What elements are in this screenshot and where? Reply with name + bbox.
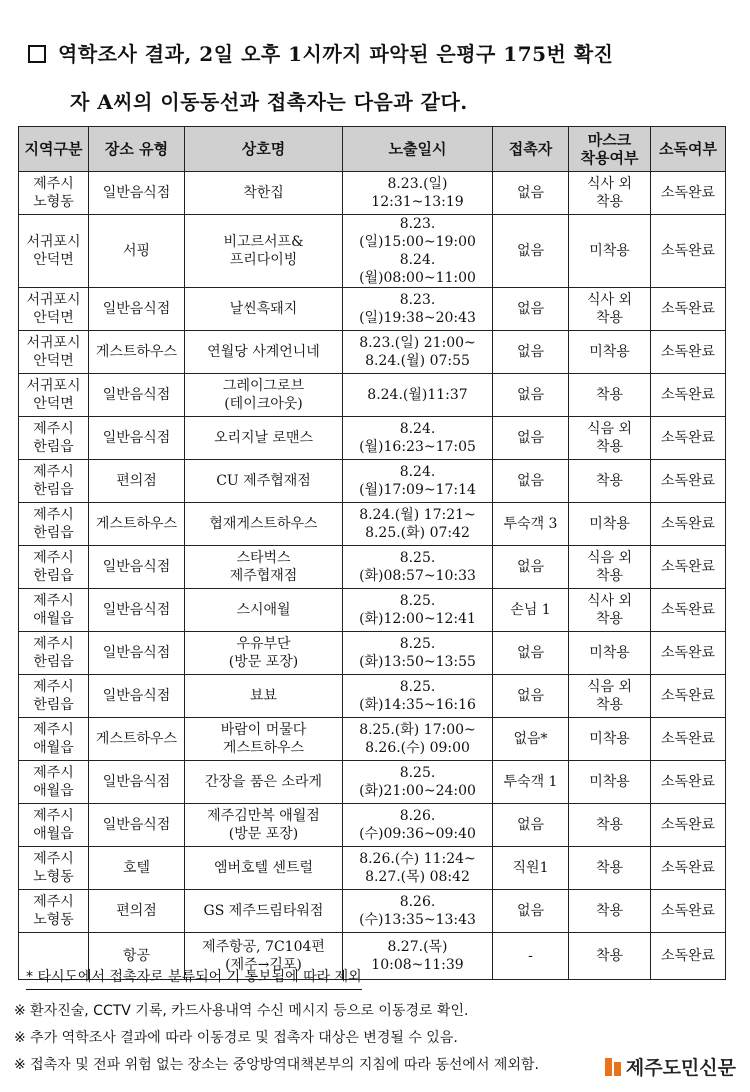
contacts-cell: 손님 1 bbox=[493, 589, 569, 632]
column-header: 지역구분 bbox=[19, 127, 89, 172]
publisher-watermark bbox=[600, 1051, 740, 1082]
exposure-time-cell: 8.25.(화)14:35~16:16 bbox=[343, 675, 493, 718]
business-name-cell: 제주김만복 애월점 (방문 포장) bbox=[185, 804, 343, 847]
column-header: 장소 유형 bbox=[89, 127, 185, 172]
region-cell: 제주시 한림읍 bbox=[19, 632, 89, 675]
intro-text-1: 역학조사 결과, 2일 오후 1시까지 파악된 은평구 175번 확진 bbox=[58, 42, 614, 66]
region-cell: 제주시 애월읍 bbox=[19, 589, 89, 632]
business-name-cell: 바람이 머물다 게스트하우스 bbox=[185, 718, 343, 761]
exposure-time-cell: 8.25.(화) 17:00~ 8.26.(수) 09:00 bbox=[343, 718, 493, 761]
table-row bbox=[19, 675, 726, 718]
business-name-cell: 그레이그로브 (테이크아웃) bbox=[185, 374, 343, 417]
mask-cell: 식사 외 착용 bbox=[569, 589, 651, 632]
business-name-cell: CU 제주협재점 bbox=[185, 460, 343, 503]
intro-paragraph bbox=[28, 30, 733, 126]
note-line: ※ 접촉자 및 전파 위험 없는 장소는 중앙방역대책본부의 지침에 따라 동선에서 제외함. bbox=[14, 1057, 539, 1073]
exposure-time-cell: 8.24.(월)16:23~17:05 bbox=[343, 417, 493, 460]
region-cell: 제주시 한림읍 bbox=[19, 546, 89, 589]
disinfection-cell: 소독완료 bbox=[651, 215, 726, 288]
contacts-cell: 없음 bbox=[493, 546, 569, 589]
contacts-cell: 없음 bbox=[493, 890, 569, 933]
place-type-cell: 편의점 bbox=[89, 890, 185, 933]
mask-cell: 식음 외 착용 bbox=[569, 417, 651, 460]
exposure-time-cell: 8.24.(월)17:09~17:14 bbox=[343, 460, 493, 503]
place-type-cell: 일반음식점 bbox=[89, 546, 185, 589]
region-cell: 제주시 한림읍 bbox=[19, 675, 89, 718]
contacts-cell: 없음 bbox=[493, 374, 569, 417]
disinfection-cell: 소독완료 bbox=[651, 374, 726, 417]
region-cell: 제주시 노형동 bbox=[19, 847, 89, 890]
disinfection-cell: 소독완료 bbox=[651, 589, 726, 632]
table-row bbox=[19, 417, 726, 460]
exposure-time-cell: 8.26.(수)13:35~13:43 bbox=[343, 890, 493, 933]
exposure-time-cell: 8.23.(일) 21:00~ 8.24.(월) 07:55 bbox=[343, 331, 493, 374]
contacts-cell: 직원1 bbox=[493, 847, 569, 890]
disinfection-cell: 소독완료 bbox=[651, 804, 726, 847]
mask-cell: 식사 외 착용 bbox=[569, 288, 651, 331]
exposure-time-cell: 8.23.(일)15:00~19:00 8.24.(월)08:00~11:00 bbox=[343, 215, 493, 288]
exposure-time-cell: 8.23.(일) 12:31~13:19 bbox=[343, 172, 493, 215]
region-cell: 서귀포시 안덕면 bbox=[19, 288, 89, 331]
business-name-cell: 뵤뵤 bbox=[185, 675, 343, 718]
region-cell: 서귀포시 안덕면 bbox=[19, 374, 89, 417]
table-body bbox=[19, 172, 726, 980]
business-name-cell: 비고르서프& 프리다이빙 bbox=[185, 215, 343, 288]
column-header: 소독여부 bbox=[651, 127, 726, 172]
table-row bbox=[19, 172, 726, 215]
footnote: * 타시도에서 접촉자로 분류되어 기 통보됨에 따라 제외 bbox=[26, 966, 362, 990]
table-row bbox=[19, 589, 726, 632]
publisher-name: 제주도민신문 bbox=[625, 1057, 736, 1079]
disinfection-cell: 소독완료 bbox=[651, 718, 726, 761]
business-name-cell: 제주항공, 7C104편 (제주→김포) bbox=[185, 933, 343, 980]
disinfection-cell: 소독완료 bbox=[651, 503, 726, 546]
contacts-cell: 없음 bbox=[493, 460, 569, 503]
contacts-cell: 없음 bbox=[493, 675, 569, 718]
column-header: 마스크 착용여부 bbox=[569, 127, 651, 172]
contacts-cell: 투숙객 1 bbox=[493, 761, 569, 804]
disinfection-cell: 소독완료 bbox=[651, 331, 726, 374]
exposure-time-cell: 8.26.(수) 11:24~ 8.27.(목) 08:42 bbox=[343, 847, 493, 890]
mask-cell: 미착용 bbox=[569, 718, 651, 761]
region-cell: 제주시 노형동 bbox=[19, 172, 89, 215]
place-type-cell: 일반음식점 bbox=[89, 675, 185, 718]
disinfection-cell: 소독완료 bbox=[651, 890, 726, 933]
disinfection-cell: 소독완료 bbox=[651, 417, 726, 460]
contacts-cell: 없음 bbox=[493, 804, 569, 847]
business-name-cell: GS 제주드림타워점 bbox=[185, 890, 343, 933]
mask-cell: 식음 외 착용 bbox=[569, 546, 651, 589]
business-name-cell: 연월당 사계언니네 bbox=[185, 331, 343, 374]
region-cell: 서귀포시 안덕면 bbox=[19, 331, 89, 374]
mask-cell: 식음 외 착용 bbox=[569, 675, 651, 718]
mask-cell: 미착용 bbox=[569, 215, 651, 288]
contacts-cell: - bbox=[493, 933, 569, 980]
table-row bbox=[19, 804, 726, 847]
table-row bbox=[19, 761, 726, 804]
mask-cell: 미착용 bbox=[569, 503, 651, 546]
region-cell: 제주시 애월읍 bbox=[19, 718, 89, 761]
table-row bbox=[19, 331, 726, 374]
business-name-cell: 스시애월 bbox=[185, 589, 343, 632]
note-line: ※ 환자진술, CCTV 기록, 카드사용내역 수신 메시지 등으로 이동경로 확인. bbox=[14, 1003, 469, 1019]
exposure-time-cell: 8.25.(화)13:50~13:55 bbox=[343, 632, 493, 675]
column-header: 상호명 bbox=[185, 127, 343, 172]
contacts-cell: 없음 bbox=[493, 288, 569, 331]
disinfection-cell: 소독완료 bbox=[651, 546, 726, 589]
place-type-cell: 일반음식점 bbox=[89, 804, 185, 847]
contacts-cell: 없음 bbox=[493, 215, 569, 288]
table-row bbox=[19, 374, 726, 417]
place-type-cell: 서핑 bbox=[89, 215, 185, 288]
table-row bbox=[19, 890, 726, 933]
region-cell: 제주시 한림읍 bbox=[19, 417, 89, 460]
place-type-cell: 일반음식점 bbox=[89, 761, 185, 804]
place-type-cell: 일반음식점 bbox=[89, 172, 185, 215]
mask-cell: 식사 외 착용 bbox=[569, 172, 651, 215]
disinfection-cell: 소독완료 bbox=[651, 172, 726, 215]
mask-cell: 미착용 bbox=[569, 331, 651, 374]
disinfection-cell: 소독완료 bbox=[651, 632, 726, 675]
disinfection-cell: 소독완료 bbox=[651, 675, 726, 718]
mask-cell: 착용 bbox=[569, 890, 651, 933]
intro-line-1 bbox=[28, 30, 733, 78]
disinfection-cell: 소독완료 bbox=[651, 761, 726, 804]
exposure-time-cell: 8.25.(화)12:00~12:41 bbox=[343, 589, 493, 632]
exposure-time-cell: 8.24.(월)11:37 bbox=[343, 374, 493, 417]
column-header: 노출일시 bbox=[343, 127, 493, 172]
place-type-cell: 게스트하우스 bbox=[89, 718, 185, 761]
place-type-cell: 일반음식점 bbox=[89, 589, 185, 632]
table-row bbox=[19, 503, 726, 546]
table-header-row bbox=[19, 127, 726, 172]
business-name-cell: 착한집 bbox=[185, 172, 343, 215]
table-row bbox=[19, 288, 726, 331]
table-row bbox=[19, 718, 726, 761]
business-name-cell: 엠버호텔 센트럴 bbox=[185, 847, 343, 890]
mask-cell: 미착용 bbox=[569, 632, 651, 675]
table-row bbox=[19, 546, 726, 589]
business-name-cell: 오리지날 로맨스 bbox=[185, 417, 343, 460]
business-name-cell: 우유부단 (방문 포장) bbox=[185, 632, 343, 675]
contacts-cell: 투숙객 3 bbox=[493, 503, 569, 546]
region-cell: 서귀포시 안덕면 bbox=[19, 215, 89, 288]
publisher-logo-icon bbox=[604, 1056, 622, 1078]
movement-table bbox=[18, 126, 726, 980]
mask-cell: 착용 bbox=[569, 804, 651, 847]
region-cell: 제주시 애월읍 bbox=[19, 761, 89, 804]
exposure-time-cell: 8.26.(수)09:36~09:40 bbox=[343, 804, 493, 847]
table-row bbox=[19, 460, 726, 503]
exposure-time-cell: 8.25.(화)21:00~24:00 bbox=[343, 761, 493, 804]
exposure-time-cell: 8.25.(화)08:57~10:33 bbox=[343, 546, 493, 589]
place-type-cell: 일반음식점 bbox=[89, 417, 185, 460]
note-line: ※ 추가 역학조사 결과에 따라 이동경로 및 접촉자 대상은 변경될 수 있음. bbox=[14, 1030, 458, 1046]
disinfection-cell: 소독완료 bbox=[651, 460, 726, 503]
place-type-cell: 게스트하우스 bbox=[89, 503, 185, 546]
region-cell: 제주시 한림읍 bbox=[19, 503, 89, 546]
table-row bbox=[19, 847, 726, 890]
place-type-cell: 게스트하우스 bbox=[89, 331, 185, 374]
region-cell: 제주시 애월읍 bbox=[19, 804, 89, 847]
region-cell: 제주시 노형동 bbox=[19, 890, 89, 933]
intro-line-2: 자 A씨의 이동동선과 접촉자는 다음과 같다. bbox=[70, 90, 468, 114]
exposure-time-cell: 8.27.(목) 10:08~11:39 bbox=[343, 933, 493, 980]
contacts-cell: 없음 bbox=[493, 417, 569, 460]
business-name-cell: 간장을 품은 소라게 bbox=[185, 761, 343, 804]
mask-cell: 착용 bbox=[569, 933, 651, 980]
place-type-cell: 항공 bbox=[89, 933, 185, 980]
business-name-cell: 날씬흑돼지 bbox=[185, 288, 343, 331]
place-type-cell: 호텔 bbox=[89, 847, 185, 890]
mask-cell: 착용 bbox=[569, 460, 651, 503]
place-type-cell: 일반음식점 bbox=[89, 374, 185, 417]
table-row bbox=[19, 632, 726, 675]
table-row bbox=[19, 215, 726, 288]
checkbox-bullet-icon bbox=[28, 45, 46, 63]
disinfection-cell: 소독완료 bbox=[651, 847, 726, 890]
column-header: 접촉자 bbox=[493, 127, 569, 172]
region-cell: 제주시 한림읍 bbox=[19, 460, 89, 503]
place-type-cell: 편의점 bbox=[89, 460, 185, 503]
disinfection-cell: 소독완료 bbox=[651, 933, 726, 980]
contacts-cell: 없음* bbox=[493, 718, 569, 761]
contacts-cell: 없음 bbox=[493, 172, 569, 215]
mask-cell: 착용 bbox=[569, 847, 651, 890]
contacts-cell: 없음 bbox=[493, 331, 569, 374]
contacts-cell: 없음 bbox=[493, 632, 569, 675]
disinfection-cell: 소독완료 bbox=[651, 288, 726, 331]
place-type-cell: 일반음식점 bbox=[89, 288, 185, 331]
exposure-time-cell: 8.23.(일)19:38~20:43 bbox=[343, 288, 493, 331]
mask-cell: 착용 bbox=[569, 374, 651, 417]
business-name-cell: 스타벅스 제주협재점 bbox=[185, 546, 343, 589]
business-name-cell: 협재게스트하우스 bbox=[185, 503, 343, 546]
place-type-cell: 일반음식점 bbox=[89, 632, 185, 675]
mask-cell: 미착용 bbox=[569, 761, 651, 804]
exposure-time-cell: 8.24.(월) 17:21~ 8.25.(화) 07:42 bbox=[343, 503, 493, 546]
